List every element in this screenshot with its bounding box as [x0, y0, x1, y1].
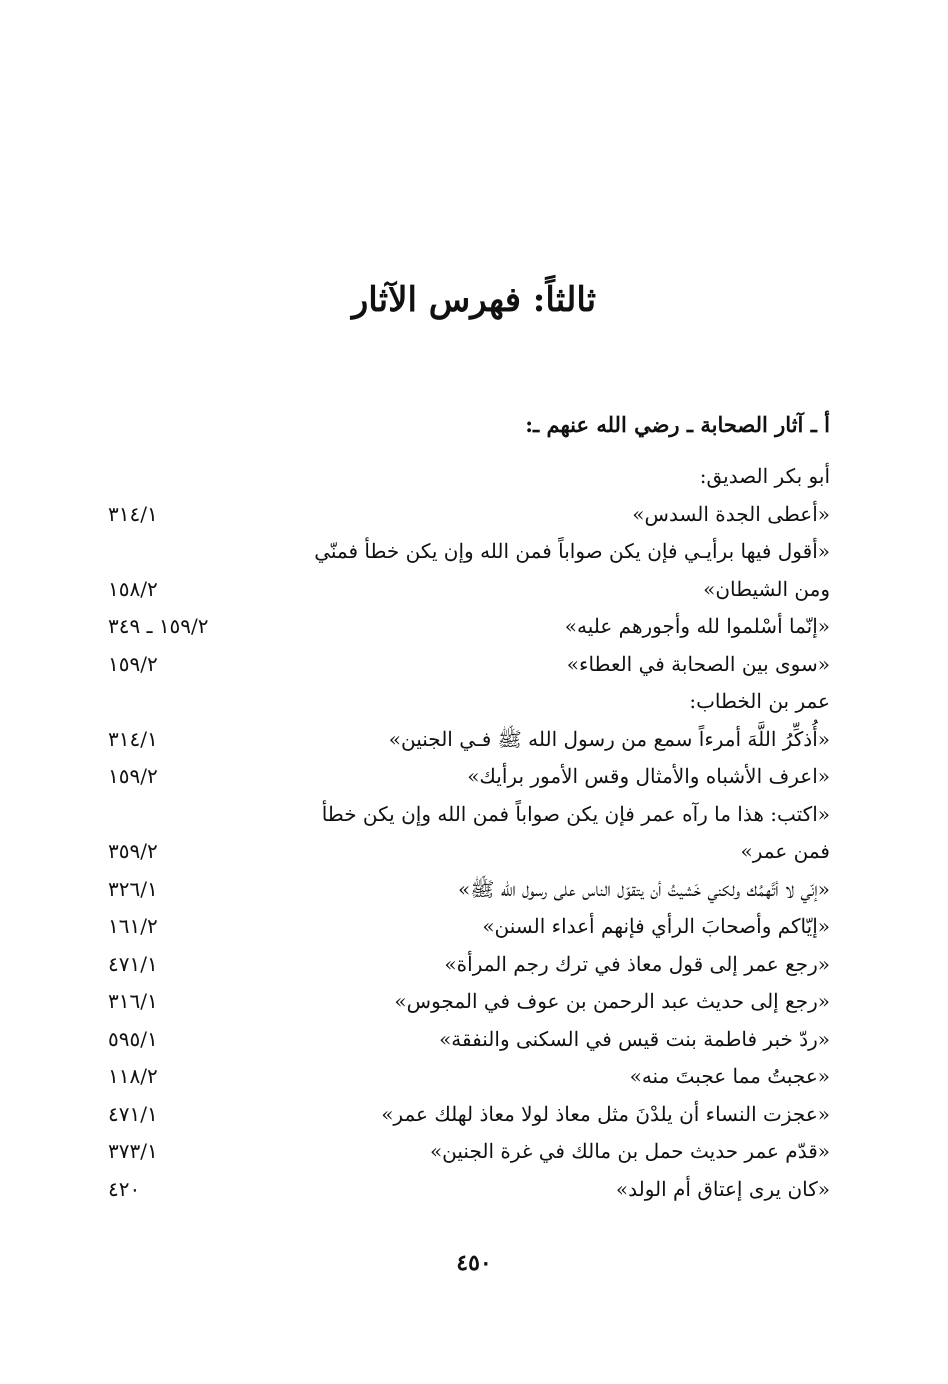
entry-reference: ٣٢٦/١ [108, 876, 158, 901]
index-entry [108, 1021, 830, 1059]
index-entry [108, 533, 830, 571]
entry-text: «اكتب: هذا ما رآه عمر فإن يكن صواباً فمن الله وإن يكن خطأ [321, 801, 830, 826]
index-entry [108, 871, 830, 909]
entry-reference: ٣١٤/١ [108, 726, 158, 751]
entry-text: «عجزت النساء أن يلدْنَ مثل معاذ لولا معاذ لهلك عمر» [381, 1101, 830, 1126]
entry-reference: ٣١٤/١ [108, 501, 158, 526]
index-entry [108, 646, 830, 684]
entry-text: «أعطى الجدة السدس» [632, 501, 830, 526]
index-entry [108, 946, 830, 984]
entry-reference: ٣٥٩/٢ [108, 839, 158, 863]
entry-text: فمن عمر» [740, 839, 830, 863]
athar-index-list [108, 458, 830, 1208]
entry-reference: ١٥٨/٢ [108, 576, 158, 601]
index-entry [108, 721, 830, 759]
index-entry [108, 683, 830, 721]
page-number: ٤٥٠ [456, 1250, 492, 1276]
index-entry [108, 608, 830, 646]
page-title: ثالثاً: فهرس الآثار [351, 280, 597, 320]
index-entry [108, 1171, 830, 1209]
entry-text: «كان يرى إعتاق أم الولد» [615, 1176, 830, 1201]
entry-text: «إيّاكم وأصحابَ الرأي فإنهم أعداء السنن» [482, 914, 830, 938]
index-entry [108, 908, 830, 946]
entry-text: «إنّما أسْلموا لله وأجورهم عليه» [564, 614, 830, 638]
index-entry [108, 1096, 830, 1134]
entry-reference: ٣١٦/١ [108, 989, 158, 1013]
index-entry [108, 458, 830, 496]
index-entry [108, 1133, 830, 1171]
entry-text: «اعرف الأشباه والأمثال وقس الأمور برأيك» [467, 764, 830, 788]
entry-text: «سوى بين الصحابة في العطاء» [566, 651, 830, 676]
index-entry [108, 496, 830, 534]
entry-reference: ٤٢٠ [108, 1176, 141, 1201]
index-entry [108, 571, 830, 609]
entry-text: عمر بن الخطاب: [689, 689, 830, 713]
entry-reference: ٤٧١/١ [108, 951, 158, 976]
entry-reference: ١٥٩/٢ ـ ٣٤٩ [108, 614, 209, 638]
entry-text: «عجبتُ مما عجبتَ منه» [629, 1064, 830, 1088]
entry-text: «رجع إلى حديث عبد الرحمن بن عوف في المجوس» [394, 989, 830, 1013]
entry-reference: ١٦١/٢ [108, 914, 158, 938]
entry-reference: ١٥٩/٢ [108, 764, 158, 788]
index-entry [108, 1058, 830, 1096]
section-heading: أ ـ آثار الصحابة ـ رضي الله عنهم ـ: [525, 412, 830, 437]
index-entry [108, 758, 830, 796]
entry-text: «إنّي لا أتَّهمُك ولكني خَشيتُ أن يتقوّل الناس على رسول الله ﷺ» [457, 876, 830, 901]
index-entry [108, 796, 830, 834]
entry-text: ومن الشيطان» [703, 576, 830, 601]
entry-text: «رجع عمر إلى قول معاذ في ترك رجم المرأة» [444, 951, 830, 976]
entry-text: «أقول فيها برأيـي فإن يكن صواباً فمن الله وإن يكن خطأ فمنّي [314, 539, 830, 563]
index-entry [108, 983, 830, 1021]
entry-text: «قدّم عمر حديث حمل بن مالك في غرة الجنين» [429, 1139, 830, 1163]
entry-reference: ١٥٩/٢ [108, 651, 158, 676]
entry-reference: ٣٧٣/١ [108, 1139, 158, 1163]
entry-reference: ١١٨/٢ [108, 1064, 158, 1088]
entry-reference: ٤٧١/١ [108, 1101, 158, 1126]
entry-text: «أُذكِّرُ اللَّهَ أمرءاً سمع من رسول الله ﷺ فـي الجنين» [388, 726, 830, 751]
entry-text: أبو بكر الصديق: [699, 464, 830, 488]
entry-text: «ردّ خبر فاطمة بنت قيس في السكنى والنفقة» [439, 1026, 830, 1051]
entry-reference: ٥٩٥/١ [108, 1026, 158, 1051]
index-entry [108, 833, 830, 871]
